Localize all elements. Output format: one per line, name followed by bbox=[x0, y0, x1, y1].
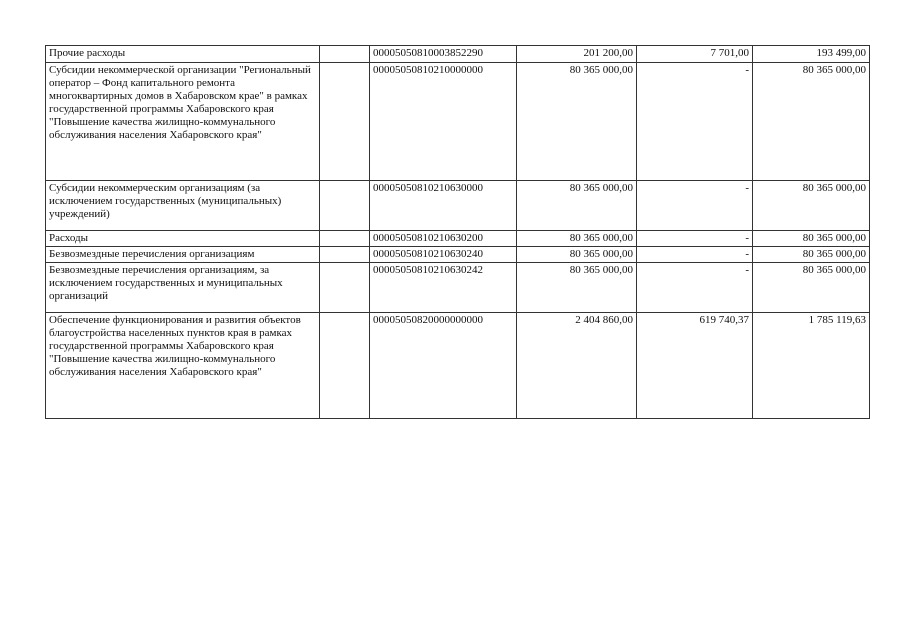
row-budget-code-cell: 00005050820000000000 bbox=[370, 313, 517, 419]
row-approved-cell: 80 365 000,00 bbox=[517, 181, 637, 231]
row-unexecuted-cell: 80 365 000,00 bbox=[753, 63, 870, 181]
row-line-code-cell bbox=[320, 231, 370, 247]
row-executed-cell: 619 740,37 bbox=[637, 313, 753, 419]
row-name-cell: Прочие расходы bbox=[46, 46, 320, 63]
table-row bbox=[46, 263, 870, 313]
row-approved-cell: 80 365 000,00 bbox=[517, 63, 637, 181]
row-budget-code-cell: 00005050810210000000 bbox=[370, 63, 517, 181]
row-approved-cell: 201 200,00 bbox=[517, 46, 637, 63]
row-unexecuted-cell: 80 365 000,00 bbox=[753, 247, 870, 263]
row-unexecuted-cell: 1 785 119,63 bbox=[753, 313, 870, 419]
row-budget-code-cell: 00005050810210630242 bbox=[370, 263, 517, 313]
row-budget-code-cell: 00005050810003852290 bbox=[370, 46, 517, 63]
row-approved-cell: 80 365 000,00 bbox=[517, 231, 637, 247]
row-budget-code-cell: 00005050810210630200 bbox=[370, 231, 517, 247]
row-unexecuted-cell: 193 499,00 bbox=[753, 46, 870, 63]
row-executed-cell: - bbox=[637, 263, 753, 313]
row-unexecuted-cell: 80 365 000,00 bbox=[753, 181, 870, 231]
row-executed-cell: 7 701,00 bbox=[637, 46, 753, 63]
table-row bbox=[46, 181, 870, 231]
row-approved-cell: 2 404 860,00 bbox=[517, 313, 637, 419]
row-name-cell: Безвозмездные перечисления организациям, за исключением государственных и муниципальных организаций bbox=[46, 263, 320, 313]
row-budget-code-cell: 00005050810210630240 bbox=[370, 247, 517, 263]
row-line-code-cell bbox=[320, 63, 370, 181]
budget-execution-table bbox=[45, 45, 870, 419]
row-name-cell: Субсидии некоммерческой организации "Региональный оператор – Фонд капитального ремонта многоквартирных домов в Хабаровском крае" в рамках государственной программы Хабаровского края "Повышение качества жилищно-коммунального обслуживания населения Хабаровского края" bbox=[46, 63, 320, 181]
row-name-cell: Субсидии некоммерческим организациям (за исключением государственных (муниципальных) учреждений) bbox=[46, 181, 320, 231]
row-approved-cell: 80 365 000,00 bbox=[517, 263, 637, 313]
table-row bbox=[46, 63, 870, 181]
table-row bbox=[46, 313, 870, 419]
row-name-cell: Обеспечение функционирования и развития объектов благоустройства населенных пунктов края в рамках государственной программы Хабаровского края "Повышение качества жилищно-коммунального обслуживания населения Хабаровского края" bbox=[46, 313, 320, 419]
table-row bbox=[46, 231, 870, 247]
row-line-code-cell bbox=[320, 181, 370, 231]
row-executed-cell: - bbox=[637, 181, 753, 231]
row-name-cell: Безвозмездные перечисления организациям bbox=[46, 247, 320, 263]
row-unexecuted-cell: 80 365 000,00 bbox=[753, 263, 870, 313]
table-row bbox=[46, 46, 870, 63]
row-budget-code-cell: 00005050810210630000 bbox=[370, 181, 517, 231]
row-executed-cell: - bbox=[637, 231, 753, 247]
row-name-cell: Расходы bbox=[46, 231, 320, 247]
row-line-code-cell bbox=[320, 46, 370, 63]
row-approved-cell: 80 365 000,00 bbox=[517, 247, 637, 263]
row-executed-cell: - bbox=[637, 247, 753, 263]
row-line-code-cell bbox=[320, 247, 370, 263]
row-line-code-cell bbox=[320, 313, 370, 419]
row-line-code-cell bbox=[320, 263, 370, 313]
row-unexecuted-cell: 80 365 000,00 bbox=[753, 231, 870, 247]
table-row bbox=[46, 247, 870, 263]
row-executed-cell: - bbox=[637, 63, 753, 181]
